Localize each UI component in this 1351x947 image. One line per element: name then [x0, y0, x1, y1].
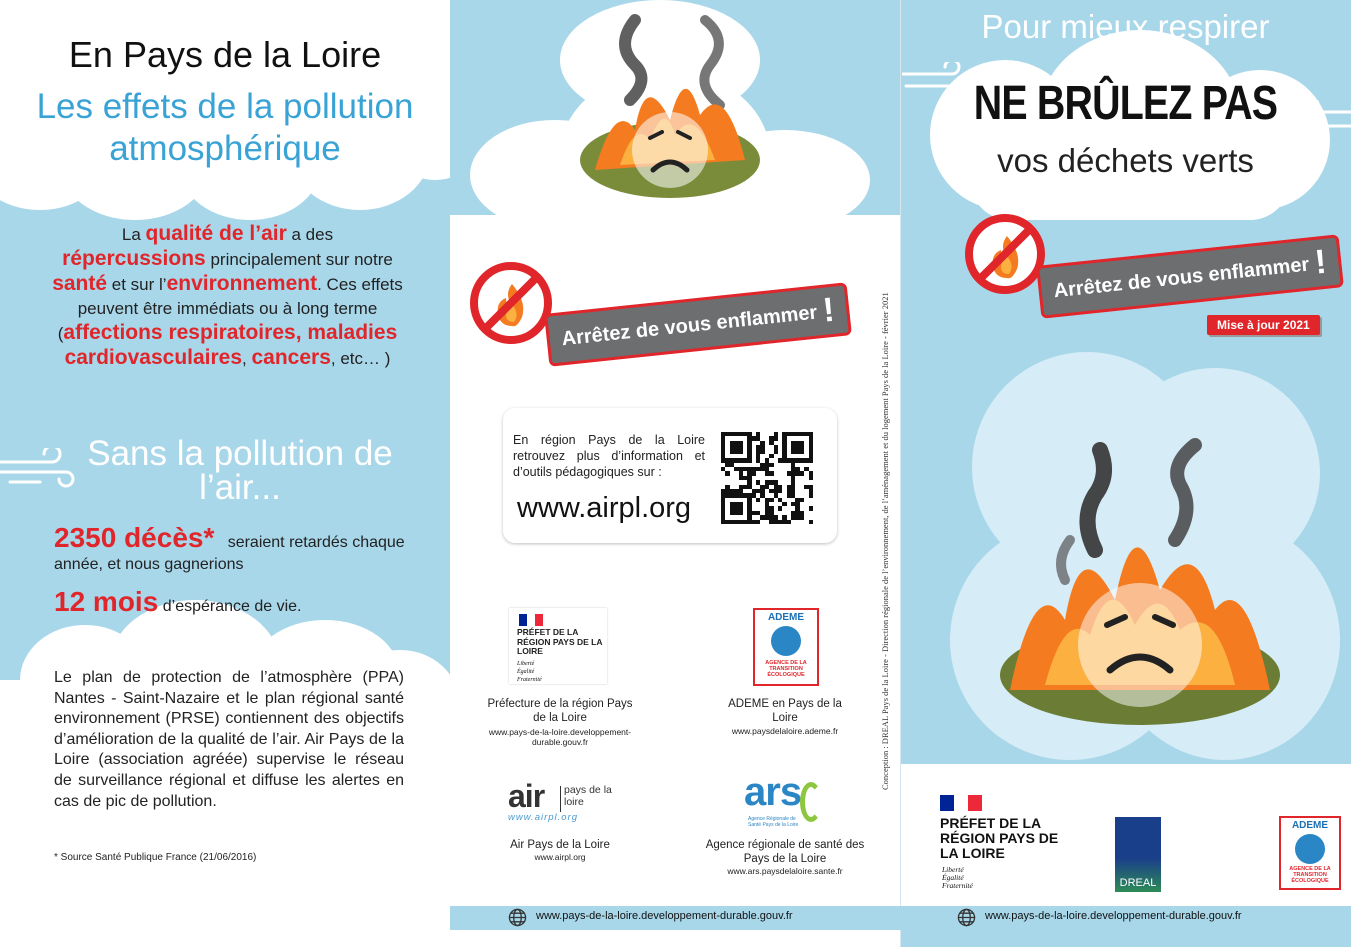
- ademe-url[interactable]: www.paysdelaloire.ademe.fr: [731, 726, 839, 736]
- ademe-logo: ADEME AGENCE DE LA TRANSITION ÉCOLOGIQUE: [1279, 816, 1341, 890]
- section-heading: Sans la pollution de l’air...: [87, 434, 393, 507]
- airpl-logo: air pays de la loire www.airpl.org: [508, 778, 612, 823]
- dreal-logo: DREAL: [1115, 817, 1161, 892]
- globe-icon: [508, 908, 527, 927]
- fire-pile-illustration: [985, 420, 1295, 750]
- ars-logo: ars Agence Régionale de Santé Pays de la Loire: [744, 776, 834, 836]
- cover-tagline: Pour mieux respirer: [981, 8, 1270, 45]
- intro-paragraph: La qualité de l’air a des répercussions principalement sur notre santé et sur l’environnement. Ces effets peuvent être immédiats ou à long terme (affections respiratoires, maladies cardiovasculaires, cancers, etc… ): [52, 222, 403, 369]
- slogan-banner: Arrêtez de vous enflammer!: [1036, 234, 1344, 318]
- info-text: En région Pays de la Loire retrouvez plus d’information et d’outils pédagogiques sur :: [513, 433, 705, 479]
- wind-swirl-icon: [0, 448, 80, 492]
- airpl-name: Air Pays de la Loire: [510, 839, 610, 851]
- slogan-banner: Arrêtez de vous enflammer!: [544, 282, 852, 366]
- airpl-link[interactable]: www.airpl.org: [517, 492, 692, 524]
- fire-pile-illustration: [575, 10, 775, 210]
- page-title: En Pays de la Loire: [68, 34, 382, 75]
- globe-icon: [1295, 834, 1325, 864]
- marianne-flag-icon: [519, 614, 543, 626]
- prefecture-url[interactable]: www.pays-de-la-loire.developpement-durable.gouv.fr: [488, 727, 632, 747]
- ademe-name: ADEME en Pays de la Loire: [728, 698, 842, 724]
- ademe-logo: ADEME AGENCE DE LA TRANSITION ÉCOLOGIQUE: [753, 608, 819, 686]
- prefecture-mark: PRÉFET DE LA RÉGION PAYS DE LA LOIRE: [517, 627, 603, 656]
- motto: Liberté Égalité Fraternité: [942, 865, 973, 890]
- stat-deaths: 2350 décès* seraient retardés chaque année, et nous gagnerions: [54, 522, 405, 573]
- page-subtitle: Les effets de la pollution atmosphérique: [36, 87, 414, 168]
- no-burning-icon: [470, 262, 552, 344]
- qr-module: [809, 520, 813, 524]
- airpl-url[interactable]: www.airpl.org: [534, 852, 586, 862]
- credit-line: Conception : DREAL Pays de la Loire - Direction régionale de l’environnement, de l’aménagement et du logement Pays de la Loire - février 2021: [880, 292, 890, 790]
- prefecture-name: Préfecture de la région Pays de la Loire: [487, 698, 633, 724]
- ars-name: Agence régionale de santé des Pays de la Loire: [705, 839, 865, 865]
- globe-icon: [957, 908, 976, 927]
- footer-link[interactable]: www.pays-de-la-loire.developpement-durable.gouv.fr: [536, 910, 793, 922]
- source-note: * Source Santé Publique France (21/06/2016): [54, 852, 257, 863]
- prefet-mark: PRÉFET DE LA RÉGION PAYS DE LA LOIRE: [940, 815, 1059, 861]
- ars-url[interactable]: www.ars.paysdelaloire.sante.fr: [727, 866, 843, 876]
- globe-icon: [771, 626, 801, 656]
- no-burning-icon: [965, 214, 1045, 294]
- update-badge: Mise à jour 2021: [1207, 315, 1320, 335]
- fold-line: [900, 0, 901, 947]
- footer-link[interactable]: www.pays-de-la-loire.developpement-durable.gouv.fr: [985, 910, 1242, 922]
- prefecture-logo: [509, 608, 607, 684]
- marianne-flag-icon: [940, 795, 982, 811]
- motto: Liberté Égalité Fraternité: [517, 661, 542, 683]
- qr-code[interactable]: [721, 432, 813, 524]
- cover-title: NE BRÛLEZ PAS: [973, 77, 1278, 130]
- info-box: [503, 408, 837, 543]
- cover-subtitle: vos déchets verts: [997, 142, 1254, 179]
- stat-life-expectancy: 12 mois d’espérance de vie.: [54, 586, 302, 617]
- ppa-paragraph: Le plan de protection de l’atmosphère (PPA) Nantes - Saint-Nazaire et le plan régional santé environnement (PRSE) contiennent des objectifs d’amélioration de la qualité de l’air. Air Pays de la Loire (association agréée) supervise le réseau de surveillance régional et diffuse les alertes en cas de pic de pollution.: [54, 669, 404, 810]
